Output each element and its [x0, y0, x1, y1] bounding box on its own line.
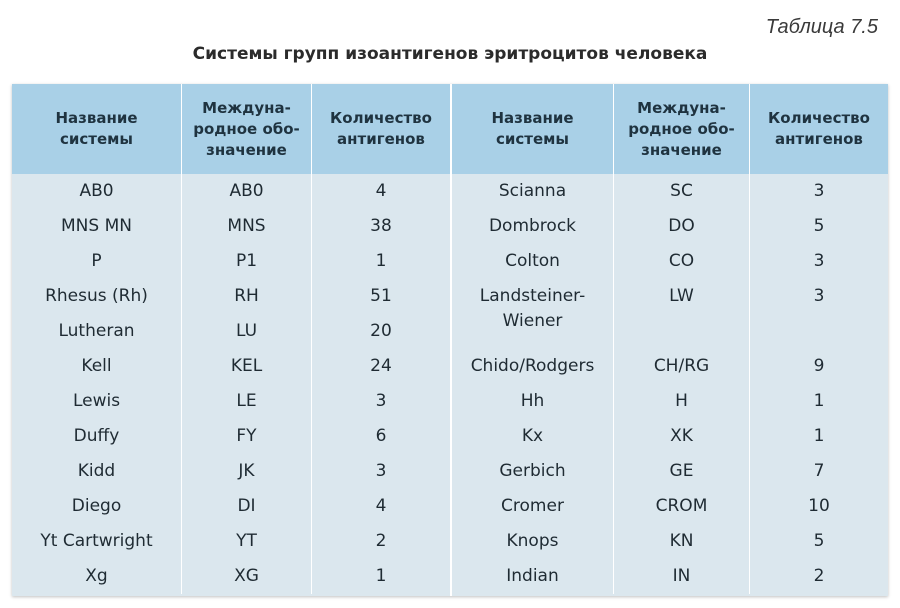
system-name-cell: Xg: [12, 559, 182, 594]
table-body-left: [12, 174, 450, 594]
table-row: [12, 419, 450, 454]
table-right-half: [450, 84, 888, 596]
system-name-cell: Scianna: [452, 174, 614, 209]
system-name-cell: Landsteiner- Wiener: [452, 279, 614, 349]
system-name-cell: Dombrock: [452, 209, 614, 244]
system-name-cell: P: [12, 244, 182, 279]
designation-cell: DO: [614, 209, 750, 244]
antigen-count-cell: 2: [813, 566, 825, 586]
designation-cell: XG: [182, 559, 312, 594]
system-name-cell: Diego: [12, 489, 182, 524]
header-antigen-count: Количество антигенов: [330, 109, 432, 148]
system-name-cell: MNS MN: [12, 209, 182, 244]
system-name-cell: Gerbich: [452, 454, 614, 489]
antigen-count-cell: 1: [813, 426, 825, 446]
system-name-cell: Chido/Rodgers: [452, 349, 614, 384]
table-row: [452, 559, 888, 594]
designation-cell: MNS: [182, 209, 312, 244]
system-name-cell: Lutheran: [12, 314, 182, 349]
antigen-count-cell: 51: [370, 286, 392, 306]
table-row: [452, 349, 888, 384]
designation-cell: GE: [614, 454, 750, 489]
header-designation: Междуна- родное обо- значение: [614, 84, 750, 174]
antigen-count-cell: 1: [375, 251, 387, 271]
antigen-count-cell: 4: [375, 496, 387, 516]
table-row: [452, 524, 888, 559]
table-row: [452, 489, 888, 524]
table-left-half: [12, 84, 450, 596]
header-designation: Междуна- родное обо- значение: [182, 84, 312, 174]
antigen-count-cell: 38: [370, 216, 392, 236]
table-row: [452, 174, 888, 209]
designation-cell: CH/RG: [614, 349, 750, 384]
system-name-cell: Kx: [452, 419, 614, 454]
designation-cell: YT: [182, 524, 312, 559]
designation-cell: KN: [614, 524, 750, 559]
table-row: [452, 279, 888, 349]
table-row: [12, 489, 450, 524]
table-body-right: [452, 174, 888, 594]
table-row: [12, 349, 450, 384]
table-row: [12, 174, 450, 209]
table-row: [452, 419, 888, 454]
system-name-cell: Kell: [12, 349, 182, 384]
table-row: [12, 314, 450, 349]
designation-cell: SC: [614, 174, 750, 209]
designation-cell: P1: [182, 244, 312, 279]
system-name-cell: Yt Cartwright: [12, 524, 182, 559]
antigen-count-cell: 6: [375, 426, 387, 446]
table-row: [12, 524, 450, 559]
antigen-count-cell: 4: [375, 181, 387, 201]
table-row: [452, 244, 888, 279]
antigen-count-cell: 10: [808, 496, 830, 516]
antigen-count-cell: 3: [375, 391, 387, 411]
system-name-cell: Hh: [452, 384, 614, 419]
antigen-count-cell: 3: [813, 181, 825, 201]
header-system-name: Название системы: [12, 84, 182, 174]
table-row: [12, 209, 450, 244]
system-name-cell: Indian: [452, 559, 614, 594]
system-name-cell: Knops: [452, 524, 614, 559]
table-header-right: [452, 84, 888, 174]
table-title: Системы групп изоантигенов эритроцитов человека: [192, 44, 708, 64]
table-row: [12, 454, 450, 489]
table-header-left: [12, 84, 450, 174]
designation-cell: CROM: [614, 489, 750, 524]
designation-cell: LU: [182, 314, 312, 349]
antigen-count-cell: 20: [370, 321, 392, 341]
designation-cell: DI: [182, 489, 312, 524]
table-row: [452, 209, 888, 244]
designation-cell: KEL: [182, 349, 312, 384]
antigen-count-cell: 3: [375, 461, 387, 481]
antigen-count-cell: 24: [370, 356, 392, 376]
header-system-name: Название системы: [452, 84, 614, 174]
system-name-cell: AB0: [12, 174, 182, 209]
header-antigen-count: Количество антигенов: [768, 109, 870, 148]
system-name-cell: Colton: [452, 244, 614, 279]
antigen-count-cell: 9: [813, 356, 825, 376]
system-name-cell: Duffy: [12, 419, 182, 454]
system-name-cell: Kidd: [12, 454, 182, 489]
antigen-count-cell: 5: [813, 531, 825, 551]
designation-cell: AB0: [182, 174, 312, 209]
designation-cell: JK: [182, 454, 312, 489]
antigen-count-cell: 3: [813, 251, 825, 271]
designation-cell: RH: [182, 279, 312, 314]
table-row: [452, 384, 888, 419]
table-row: [12, 384, 450, 419]
antigen-count-cell: 7: [813, 461, 825, 481]
designation-cell: LW: [614, 279, 750, 349]
table-number-label: Таблица 7.5: [765, 16, 878, 38]
designation-cell: XK: [614, 419, 750, 454]
antigen-count-cell: 2: [375, 531, 387, 551]
system-name-cell: Lewis: [12, 384, 182, 419]
table-row: [12, 244, 450, 279]
antigen-count-cell: 5: [813, 216, 825, 236]
designation-cell: FY: [182, 419, 312, 454]
designation-cell: IN: [614, 559, 750, 594]
designation-cell: H: [614, 384, 750, 419]
table-row: [12, 559, 450, 594]
system-name-cell: Cromer: [452, 489, 614, 524]
table-row: [452, 454, 888, 489]
designation-cell: CO: [614, 244, 750, 279]
designation-cell: LE: [182, 384, 312, 419]
antigen-count-cell: 1: [375, 566, 387, 586]
table-row: [12, 279, 450, 314]
antigen-count-cell: 3: [813, 286, 825, 306]
antigen-count-cell: 1: [813, 391, 825, 411]
system-name-cell: Rhesus (Rh): [12, 279, 182, 314]
antigen-systems-table: [12, 84, 888, 596]
